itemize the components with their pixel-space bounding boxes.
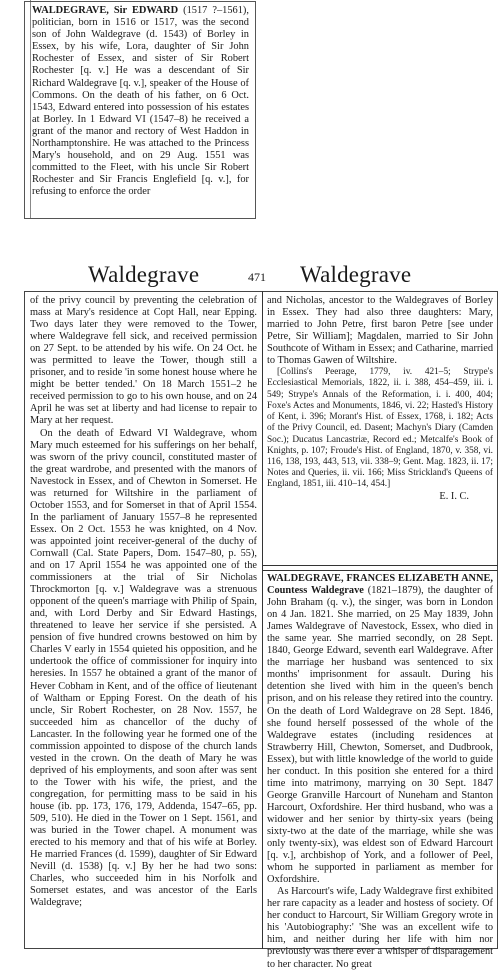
- paragraph: On the death of Edward VI Waldegrave, whom Mary much esteemed for his sufferings on her behalf, was sworn of the privy council, constituted master of the great wardrobe, and presented with the manors of Navestock in Essex, and of Chewton in Somerset. He was returned for Wiltshire in the parliament of October 1553, and for Somerset in that of April 1554. In the parliament of January 1557–8 he represented Essex. On 2 Oct. 1553 he was knighted, on 4 Nov. was appointed joint receiver-general of the duchy of Cornwall (Cal. State Papers, Dom. 1547–80, p. 55), and on 17 April 1554 he was appointed one of the commissioners at the trial of Sir Nicholas Throckmorton [q. v.] Waldegrave was a strenuous opponent of the queen's marriage with Philip of Spain, and, with Lord Derby and Sir Edward Hastings, threatened to leave her service if she persisted. A pension of five hundred crowns bestowed on him by Charles V early in 1554 quieted his opposition, and he undertook the office of commissioner for inquiry into heresies. In 1557 he obtained a grant of the manor of Hever Cobham in Kent, and of the office of lieutenant of Waltham or Epping Forest. On the death of his uncle, Sir Robert Rochester, on 28 Nov. 1557, he succeeded him as chancellor of the duchy of Lancaster. In the following year he formed one of the commission appointed to dispose of the church lands vested in the crown. On the death of Mary he was deprived of his employments, and soon after was sent to the Tower with his wife, the priest, and the congregation, for permitting mass to be said in his house (ib. pp. 173, 176, 179, Addenda, 1547–65, pp. 509, 510). He died in the Tower on 1 Sept. 1561, and was buried in the Tower chapel. A monument was erected to his memory and that of his wife at Borley. He married Frances (d. 1599), daughter of Sir Edward Nevill (d. 1538) [q. v.] By her he had two sons: Charles, who succeeded him in his Norfolk and Somerset estates, and was ancestor of the Earls Waldegrave;: [30, 427, 257, 909]
- left-column: [30, 295, 257, 947]
- entry-heading: WALDEGRAVE, Sir EDWARD: [32, 5, 179, 16]
- paragraph: As Harcourt's wife, Lady Waldegrave first exhibited her rare capacity as a leader and hostess of society. Of her conduct to Harcourt, Sir William Gregory wrote in his 'Autobiography:' 'She was an excellent wife to him, and neither during her life with him nor previously was there ever a whisper of disparagement to her character. No great: [267, 886, 493, 970]
- column-rule: [262, 291, 263, 949]
- entry-separator: [262, 570, 498, 571]
- entry-separator: [262, 565, 498, 566]
- paragraph: and Nicholas, ancestor to the Waldegraves of Borley in Essex. They had also three daughters: Mary, married to John Petre, first baron Petre [see under Petre, Sir William]; Magdalen, married to Sir John Southcote of Witham in Essex; and Catharine, married to Thomas Gawen of Wiltshire.: [267, 295, 493, 367]
- entry-text: (1821–1879), the daughter of John Braham (q. v.), the singer, was born in London on 4 Jan. 1821. She married, on 25 May 1839, John James Waldegrave of Navestock, Essex, who died in the same year. She married secondly, on 28 Sept. 1840, George Edward, seventh earl Waldegrave. After the marriage her husband was sentenced to six months' imprisonment for assault. During his detention she lived with him in the queen's bench prison, and on his release they retired into the country. On the death of Lord Waldegrave on 28 Sept. 1846, she found herself possessed of the whole of the Waldegrave estates (including residences at Strawberry Hill, Chewton, Somerset, and Dudbrook, Essex), but with little knowledge of the world to guide her conduct. In this position she entered for a third time into matrimony, marrying on 30 Sept. 1847 George Granville Harcourt of Nuneham and Stanton Harcourt, Oxfordshire. Her third husband, who was a widower and her senior by thirty-six years (being sixty-two at the date of the marriage, while she was only twenty-six), was eldest son of Edward Harcourt [q. v.], archbishop of York, and a follower of Peel, whom he supported in parliament as member for Oxfordshire.: [267, 585, 493, 886]
- author-signature: E. I. C.: [439, 490, 469, 502]
- sources: [Collins's Peerage, 1779, iv. 421–5; Strype's Ecclesiastical Memorials, 1822, ii. i. 388, 454–459, iii. i. 549; Strype's Annals of the Reformation, i. i. 400, 404; Foxe's Actes and Monuments, 1846, vi. 22; Hasted's History of Kent, i. 396; Morant's Hist. of Essex, 1768, i. 182; Acts of the Privy Council, ed. Dasent; Machyn's Diary (Camden Soc.); Ducatus Lancastriæ, Record ed.; Metcalfe's Book of Knights, p. 107; Froude's Hist. of England, 1870, v. 358, vi. 116, 138, 193, 443, 513, vii. 338–9; Gent. Mag. 1823, ii. 17; Notes and Queries, ii. vii. 166; Miss Strickland's Queens of England, 1851, iii. 410–14, 454.]: [267, 367, 493, 490]
- paragraph: of the privy council by preventing the celebration of mass at Mary's residence at Copt Hall, near Epping. Two days later they were removed to the Tower, where Waldegrave fell sick, and received permission on 27 Sept. to be attended by his wife. On 24 Oct. he was permitted to leave the Tower, though still a prisoner, and to reside 'in some honest house where he might be better tended.' On 18 March 1551–2 he received permission to go to his own house, and on 24 April he was set at liberty and had license to repair to Mary at her request.: [30, 295, 257, 427]
- page-header: [0, 258, 500, 292]
- top-clipping: [24, 1, 256, 219]
- right-column-bottom: [267, 573, 493, 970]
- page-number: 471: [248, 270, 266, 284]
- right-column-top: [267, 295, 493, 563]
- entry-text: (1517 ?–1561), politician, born in 1516 or 1517, was the second son of John Waldegrave (d. 1543) of Borley in Essex, by his wife, Lora, daughter of Sir John Rochester of Essex, and sister of Sir Robert Rochester [q. v.] He was a descendant of Sir Richard Waldegrave [q. v.], speaker of the House of Commons. On the death of his father, on 6 Oct. 1543, Edward entered into possession of his estates at Borley. In 1 Edward VI (1547–8) he received a grant of the manor and rectory of West Haddon in Northamptonshire. He was attached to the Princess Mary's household, and on 29 Aug. 1551 was committed to the Fleet, with his uncle Sir Robert Rochester and Sir Francis Englefield [q. v.], for refusing to enforce the order: [32, 5, 249, 198]
- entry-heading: WALDEGRAVE, FRANCES ELIZABETH ANNE, Countess Waldegrave: [267, 573, 493, 597]
- running-head-right: Waldegrave: [300, 262, 412, 287]
- running-head-left: Waldegrave: [88, 262, 200, 287]
